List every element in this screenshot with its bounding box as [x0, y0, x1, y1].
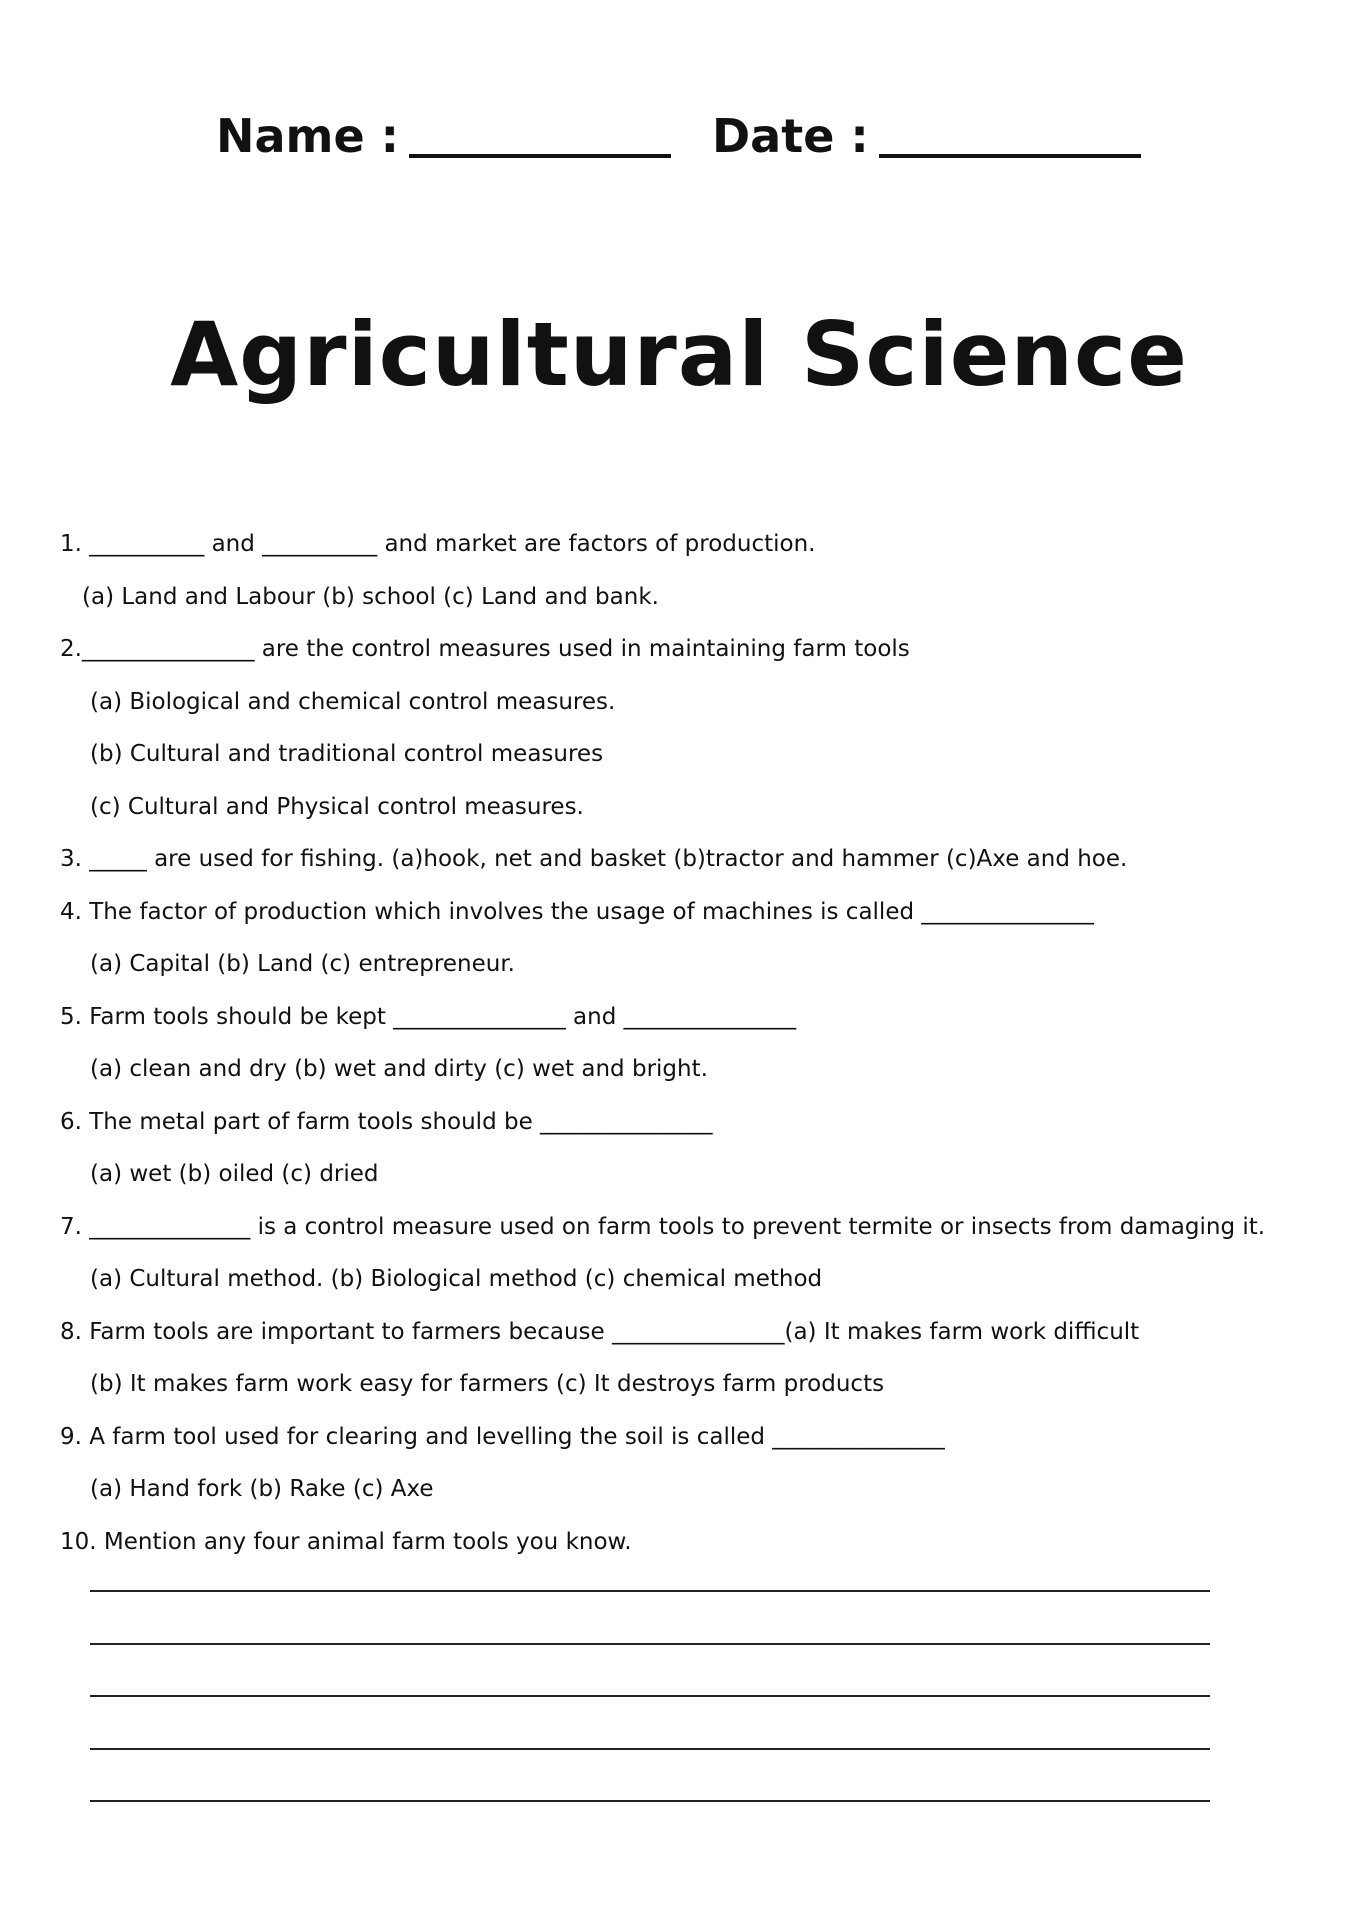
date-blank-line	[879, 154, 1141, 158]
question-1: 1. __________ and __________ and market are factors of production.	[60, 531, 816, 557]
date-field	[712, 108, 1141, 164]
answer-lines	[90, 1560, 1210, 1853]
question-3: 3. _____ are used for fishing. (a)hook, net and basket (b)tractor and hammer (c)Axe and hoe.	[60, 846, 1128, 872]
page-title: Agricultural Science	[170, 303, 1188, 406]
answer-line	[90, 1748, 1210, 1750]
question-2: 2._______________ are the control measures used in maintaining farm tools	[60, 636, 910, 662]
answer-line	[90, 1695, 1210, 1697]
question-9-options: (a) Hand fork (b) Rake (c) Axe	[90, 1476, 434, 1502]
worksheet-header	[0, 108, 1358, 172]
question-7-options: (a) Cultural method. (b) Biological method (c) chemical method	[90, 1266, 823, 1292]
question-4: 4. The factor of production which involves the usage of machines is called _______________	[60, 898, 1094, 925]
question-10: 10. Mention any four animal farm tools you know.	[60, 1528, 632, 1555]
name-blank-line	[409, 154, 671, 158]
question-2-option-b: (b) Cultural and traditional control measures	[90, 741, 604, 767]
question-7: 7. ______________ is a control measure used on farm tools to prevent termite or insects from damaging it.	[60, 1213, 1266, 1240]
question-5: 5. Farm tools should be kept _______________ and _______________	[60, 1003, 797, 1030]
question-list	[60, 518, 1330, 1568]
name-label: Name :	[216, 109, 400, 163]
question-8-options: (b) It makes farm work easy for farmers (c) It destroys farm products	[90, 1371, 885, 1397]
date-label: Date :	[712, 109, 869, 163]
question-2-option-c: (c) Cultural and Physical control measures.	[90, 793, 584, 820]
question-8: 8. Farm tools are important to farmers because _______________(a) It makes farm work difficult	[60, 1318, 1140, 1345]
question-9: 9. A farm tool used for clearing and levelling the soil is called _______________	[60, 1423, 945, 1450]
answer-line	[90, 1590, 1210, 1592]
question-6: 6. The metal part of farm tools should be _______________	[60, 1108, 713, 1135]
answer-line	[90, 1800, 1210, 1802]
question-6-options: (a) wet (b) oiled (c) dried	[90, 1161, 379, 1187]
question-2-option-a: (a) Biological and chemical control measures.	[90, 688, 616, 715]
question-1-options: (a) Land and Labour (b) school (c) Land and bank.	[82, 583, 659, 610]
question-5-options: (a) clean and dry (b) wet and dirty (c) wet and bright.	[90, 1056, 708, 1082]
answer-line	[90, 1643, 1210, 1645]
question-4-options: (a) Capital (b) Land (c) entrepreneur.	[90, 951, 515, 977]
name-field	[216, 108, 671, 164]
